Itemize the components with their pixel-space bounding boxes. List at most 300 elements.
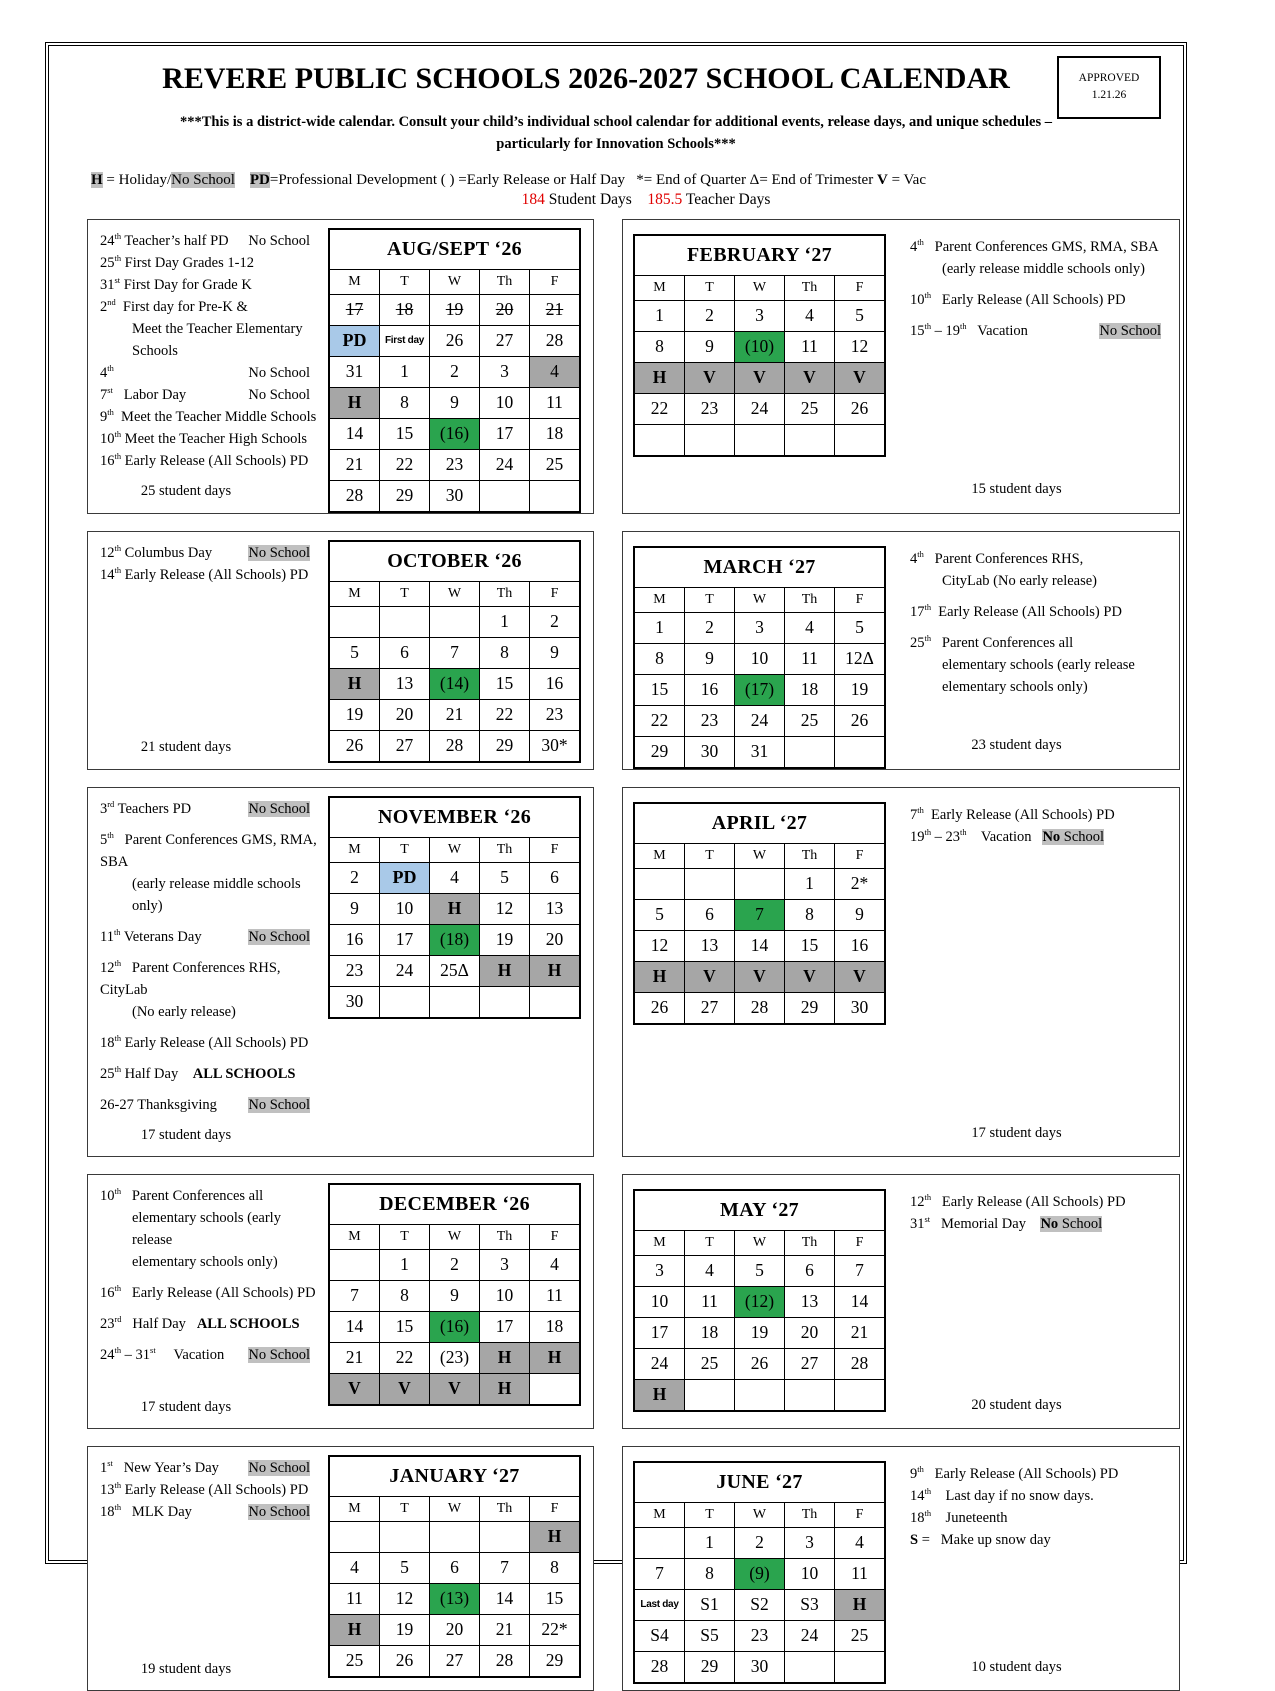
calendar-day-cell: 3 — [634, 1255, 685, 1286]
text-segment: 24 — [100, 1347, 115, 1364]
text-segment: th — [960, 321, 967, 331]
calendar-week-row — [634, 300, 885, 331]
text-segment: 7 — [910, 806, 918, 823]
weekday-header: T — [685, 1230, 735, 1255]
calendar-day-cell: H — [480, 955, 530, 986]
text-segment: st — [114, 275, 121, 285]
text-segment: Early Release (All Schools) PD — [923, 1465, 1119, 1482]
calendar-day-cell: 15 — [634, 674, 685, 705]
text-segment: th — [114, 1346, 122, 1356]
weekday-header: Th — [785, 1502, 835, 1527]
page-title: REVERE PUBLIC SCHOOLS 2026-2027 SCHOOL CALENDAR — [162, 62, 1010, 95]
text-segment: 18 — [100, 1503, 115, 1520]
text-segment: th — [924, 1487, 932, 1497]
text-segment: 31 — [100, 276, 115, 293]
weekday-row — [329, 837, 580, 862]
text-segment: First Day for Grade K — [120, 276, 252, 293]
calendar-day-cell — [835, 1651, 886, 1683]
weekday-header: Th — [480, 1496, 530, 1521]
calendar-week-row — [329, 387, 580, 418]
month-title: JANUARY ‘27 — [329, 1456, 580, 1497]
note-line — [910, 1507, 1169, 1529]
text-segment: 4 — [100, 364, 108, 381]
notes-column — [894, 1447, 1179, 1690]
calendar-row — [87, 1446, 1180, 1691]
text-segment: 2 — [100, 298, 108, 315]
calendar-week-row — [329, 1249, 580, 1280]
weekday-header: T — [685, 843, 735, 868]
month-title-row — [634, 1462, 885, 1503]
text-segment: 5 — [100, 831, 108, 848]
text-segment: = Vac — [887, 171, 926, 188]
calendar-day-cell: 29 — [685, 1651, 735, 1683]
calendar-week-row — [634, 868, 885, 899]
text-segment: Meet the Teacher Elementary Schools — [132, 320, 307, 359]
calendar-day-cell: S1 — [685, 1589, 735, 1620]
calendar-day-cell — [785, 1379, 835, 1411]
text-segment: th — [924, 290, 932, 300]
text-segment: 18 — [910, 1509, 925, 1526]
calendar-day-cell: 19 — [329, 699, 380, 730]
text-segment: th — [924, 1193, 932, 1203]
note-text — [132, 1001, 236, 1023]
calendar-row — [87, 219, 1180, 514]
text-segment: th — [107, 363, 114, 373]
note-text — [132, 1207, 318, 1251]
calendar-day-cell: 19 — [430, 294, 480, 325]
calendar-week-row — [634, 992, 885, 1024]
month-title: OCTOBER ‘26 — [329, 541, 580, 582]
calendar-day-cell: 8 — [634, 643, 685, 674]
weekday-header: Th — [480, 837, 530, 862]
calendar-day-cell: 7 — [634, 1558, 685, 1589]
calendar-day-cell — [634, 1527, 685, 1558]
note-text — [910, 1191, 1126, 1213]
notes-column — [88, 532, 324, 769]
text-segment: No School — [248, 386, 310, 403]
calendar-day-cell — [785, 736, 835, 768]
notes-column — [894, 788, 1179, 1156]
calendar-day-cell: 13 — [380, 668, 430, 699]
weekday-header: W — [735, 843, 785, 868]
month-title-row — [329, 229, 580, 270]
calendar-day-cell: 11 — [685, 1286, 735, 1317]
weekday-header: Th — [480, 269, 530, 294]
calendar-week-row — [329, 1583, 580, 1614]
text-segment: Early Release (All Schools) PD — [121, 1481, 309, 1498]
text-segment: First day for Pre-K & — [115, 298, 248, 315]
calendar-week-row — [634, 424, 885, 456]
weekday-header: Th — [785, 1230, 835, 1255]
calendar-week-row — [329, 1311, 580, 1342]
weekday-header: W — [735, 275, 785, 300]
weekday-header: Th — [785, 587, 835, 612]
calendar-day-cell: 5 — [329, 637, 380, 668]
calendar-day-cell: H — [430, 893, 480, 924]
note-tag — [248, 230, 318, 252]
text-segment: st — [107, 1459, 113, 1469]
calendar-day-cell: 16 — [685, 674, 735, 705]
month-title: MARCH ‘27 — [634, 547, 885, 588]
note-line — [100, 564, 318, 586]
text-segment: th — [924, 827, 932, 837]
note-text — [100, 957, 318, 1001]
no-school-highlight: No School — [248, 1503, 310, 1520]
text-segment: 19 — [910, 828, 925, 845]
calendar-day-cell: (12) — [735, 1286, 785, 1317]
weekday-row — [329, 1224, 580, 1249]
calendar-day-cell: 15 — [380, 1311, 430, 1342]
no-school-highlight: No School — [248, 544, 310, 561]
calendar-day-cell: 8 — [634, 331, 685, 362]
note-text — [910, 289, 1126, 311]
calendar-day-cell: 3 — [480, 1249, 530, 1280]
calendar-row — [87, 531, 1180, 770]
calendar-day-cell: 1 — [634, 612, 685, 643]
note-text — [910, 601, 1122, 623]
note-text — [910, 236, 1159, 258]
calendar-row — [87, 787, 1180, 1157]
note-line — [100, 829, 321, 873]
weekday-header: M — [329, 1224, 380, 1249]
calendar-day-cell: 1 — [785, 868, 835, 899]
weekday-header: M — [634, 275, 685, 300]
note-text — [100, 230, 229, 252]
text-segment: Early Release (All Schools) PD — [931, 291, 1126, 308]
text-segment: 26-27 Thanksgiving — [100, 1096, 217, 1113]
note-tag — [248, 384, 318, 406]
calendar-day-cell: 28 — [329, 480, 380, 512]
text-segment: 12 — [910, 1193, 925, 1210]
month-section — [622, 787, 1180, 1157]
weekday-header: M — [329, 837, 380, 862]
note-tag — [248, 1094, 318, 1116]
calendar-week-row — [634, 612, 885, 643]
calendar-day-cell: 15 — [380, 418, 430, 449]
note-text — [942, 570, 1097, 592]
calendar-week-row — [329, 1373, 580, 1405]
note-line — [910, 676, 1169, 698]
text-segment: 11 — [100, 928, 114, 945]
no-school-highlight: No School — [248, 1096, 310, 1113]
calendar-day-cell: H — [329, 387, 380, 418]
month-title: MAY ‘27 — [634, 1190, 885, 1231]
note-line — [100, 384, 318, 406]
calendar-day-cell: V — [835, 362, 886, 393]
note-tag — [248, 1457, 318, 1479]
note-text — [100, 542, 212, 564]
calendar-day-cell: 14 — [835, 1286, 886, 1317]
text-segment — [235, 172, 250, 188]
text-segment: Early Release (All Schools) PD — [121, 452, 309, 469]
calendar-day-cell: (23) — [430, 1342, 480, 1373]
note-line — [910, 258, 1169, 280]
calendar-day-cell — [835, 424, 886, 456]
month-section — [87, 1174, 594, 1429]
text-segment: th — [107, 407, 114, 417]
text-segment: th — [917, 1465, 924, 1475]
text-segment: nd — [107, 297, 116, 307]
calendar-day-cell: 12Δ — [835, 643, 886, 674]
calendar-day-cell: 4 — [329, 1552, 380, 1583]
calendar-day-cell: 7 — [480, 1552, 530, 1583]
note-line — [100, 230, 318, 252]
text-segment: 16 — [100, 452, 115, 469]
calendar-day-cell: 5 — [634, 899, 685, 930]
approved-date: 1.21.26 — [1091, 89, 1127, 102]
weekday-header: W — [430, 837, 480, 862]
month-title: JUNE ‘27 — [634, 1462, 885, 1503]
note-text — [910, 1529, 1051, 1551]
calendar-day-cell: Last day — [634, 1589, 685, 1620]
calendar-day-cell — [530, 986, 581, 1018]
text-segment: New Year’s Day — [112, 1459, 219, 1476]
note-text — [910, 826, 1104, 848]
note-text — [100, 274, 252, 296]
month-calendar — [328, 228, 581, 513]
calendar-day-cell: 20 — [785, 1317, 835, 1348]
calendar-day-cell: 29 — [480, 730, 530, 762]
weekday-header: M — [329, 269, 380, 294]
calendar-day-cell: 10 — [380, 893, 430, 924]
text-segment: 12 — [100, 544, 115, 561]
calendar-day-cell: 1 — [380, 356, 430, 387]
calendar-day-cell — [785, 1651, 835, 1683]
text-segment: 15 — [910, 322, 925, 339]
calendar-day-cell: 26 — [735, 1348, 785, 1379]
calendar-day-cell: H — [329, 1614, 380, 1645]
calendar-day-cell: 18 — [530, 1311, 581, 1342]
text-segment: th — [114, 1033, 122, 1043]
calendar-day-cell: 26 — [634, 992, 685, 1024]
calendar-day-cell: 30 — [835, 992, 886, 1024]
note-text — [100, 1094, 217, 1116]
calendar-day-cell: 5 — [735, 1255, 785, 1286]
calendar-day-cell: 25 — [685, 1348, 735, 1379]
calendar-day-cell: H — [329, 668, 380, 699]
calendar-day-cell: 30 — [735, 1651, 785, 1683]
calendar-day-cell: 6 — [530, 862, 581, 893]
month-title: FEBRUARY ‘27 — [634, 235, 885, 276]
calendar-day-cell — [380, 1521, 430, 1552]
calendar-day-cell — [735, 424, 785, 456]
calendar-day-cell: V — [329, 1373, 380, 1405]
calendar-day-cell: 20 — [480, 294, 530, 325]
calendar-day-cell: (18) — [430, 924, 480, 955]
text-segment: 14 — [100, 566, 115, 583]
note-line — [100, 1094, 318, 1116]
note-line — [100, 542, 318, 564]
text-segment: 7 — [100, 386, 108, 403]
weekday-header: W — [735, 1230, 785, 1255]
calendar-week-row — [329, 1614, 580, 1645]
calendar-day-cell — [329, 1249, 380, 1280]
text-segment: th — [917, 549, 924, 559]
calendar-day-cell — [835, 1379, 886, 1411]
calendar-day-cell: (13) — [430, 1583, 480, 1614]
calendar-row — [87, 1174, 1180, 1429]
note-text — [100, 1457, 219, 1479]
calendar-day-cell: 12 — [480, 893, 530, 924]
text-segment: th — [917, 237, 924, 247]
note-line — [910, 632, 1169, 654]
weekday-header: Th — [480, 1224, 530, 1249]
month-calendar — [633, 1461, 886, 1684]
text-segment: – 23 — [931, 828, 961, 845]
calendar-day-cell: 19 — [835, 674, 886, 705]
calendar-day-cell: V — [835, 961, 886, 992]
text-segment: Early Release (All Schools) PD — [931, 1193, 1126, 1210]
text-segment: 4 — [910, 238, 918, 255]
approved-label: APPROVED — [1078, 72, 1140, 84]
text-segment: (early release middle schools only) — [132, 875, 305, 914]
text-segment: No School — [248, 364, 310, 381]
note-tag — [248, 362, 318, 384]
text-segment: th — [114, 1187, 122, 1197]
calendar-day-cell: 1 — [685, 1527, 735, 1558]
note-text — [942, 654, 1135, 676]
calendar-week-row — [634, 705, 885, 736]
weekday-header: T — [380, 1496, 430, 1521]
note-text — [100, 1282, 316, 1304]
text-segment: Parent Conferences all — [931, 634, 1074, 651]
text-segment: Columbus Day — [121, 544, 213, 561]
weekday-header: T — [685, 275, 735, 300]
calendar-day-cell: 11 — [785, 331, 835, 362]
notes-column — [88, 788, 324, 1156]
calendar-day-cell: 6 — [785, 1255, 835, 1286]
calendar-day-cell: 19 — [380, 1614, 430, 1645]
calendar-day-cell: 17 — [329, 294, 380, 325]
calendar-week-row — [634, 899, 885, 930]
calendar-day-cell — [329, 606, 380, 637]
calendar-day-cell: 2 — [735, 1527, 785, 1558]
no-school-highlight: H — [91, 171, 103, 188]
calendar-day-cell: 15 — [785, 930, 835, 961]
text-segment: 9 — [100, 408, 108, 425]
weekday-header: F — [835, 275, 886, 300]
notes-column — [894, 532, 1179, 769]
calendar-day-cell: 13 — [530, 893, 581, 924]
month-calendar — [633, 1189, 886, 1412]
text-segment: 184 — [521, 190, 545, 208]
note-line — [100, 450, 318, 472]
calendar-day-cell: 28 — [430, 730, 480, 762]
note-text — [100, 926, 202, 948]
calendar-week-row — [634, 930, 885, 961]
calendar-week-row — [329, 606, 580, 637]
note-text — [100, 1344, 224, 1366]
calendar-day-cell: (17) — [735, 674, 785, 705]
calendar-week-row — [634, 1651, 885, 1683]
text-segment: Meet the Teacher High Schools — [121, 430, 308, 447]
note-line — [910, 1485, 1169, 1507]
calendar-day-cell: PD — [380, 862, 430, 893]
note-text — [100, 450, 308, 472]
calendar-day-cell: 2 — [685, 300, 735, 331]
calendar-day-cell: (14) — [430, 668, 480, 699]
month-title-row — [634, 547, 885, 588]
weekday-header: T — [380, 837, 430, 862]
calendar-day-cell: 26 — [329, 730, 380, 762]
note-text — [100, 829, 321, 873]
text-segment: elementary schools (early release — [942, 656, 1135, 673]
month-section — [622, 531, 1180, 770]
month-section — [87, 219, 594, 514]
month-title: AUG/SEPT ‘26 — [329, 229, 580, 270]
weekday-header: F — [835, 843, 886, 868]
calendar-day-cell: 6 — [685, 899, 735, 930]
calendar-week-row — [329, 862, 580, 893]
calendar-day-cell: 11 — [785, 643, 835, 674]
text-segment: Teachers PD — [114, 800, 192, 817]
calendar-day-cell: 21 — [430, 699, 480, 730]
note-tag — [1099, 320, 1169, 342]
text-segment: Veterans Day — [120, 928, 202, 945]
calendar-day-cell — [430, 1521, 480, 1552]
note-text — [910, 1485, 1094, 1507]
notes-column — [894, 1175, 1179, 1428]
calendar-day-cell — [685, 424, 735, 456]
calendar-day-cell: (9) — [735, 1558, 785, 1589]
calendar-day-cell: 4 — [685, 1255, 735, 1286]
calendar-day-cell: 15 — [530, 1583, 581, 1614]
note-text — [910, 1213, 1102, 1235]
weekday-header: F — [835, 1230, 886, 1255]
calendar-day-cell: 30* — [530, 730, 581, 762]
month-section — [87, 787, 594, 1157]
note-text — [100, 1063, 295, 1085]
calendar-week-row — [634, 1620, 885, 1651]
calendar-day-cell: 4 — [530, 1249, 581, 1280]
student-days-count: 21 student days — [140, 739, 232, 756]
weekday-header: M — [329, 581, 380, 606]
calendar-day-cell: V — [785, 961, 835, 992]
note-line — [100, 1063, 318, 1085]
text-segment: 3 — [100, 800, 108, 817]
calendar-day-cell: 22 — [380, 1342, 430, 1373]
month-title: NOVEMBER ‘26 — [329, 797, 580, 838]
text-segment: st — [150, 1346, 156, 1356]
calendar-day-cell: 16 — [530, 668, 581, 699]
calendar-day-cell: 9 — [430, 1280, 480, 1311]
no-school-highlight: No School — [1099, 322, 1161, 339]
text-segment: th — [917, 805, 924, 815]
text-segment: rd — [114, 1315, 122, 1325]
text-segment: = Make up snow day — [918, 1532, 1051, 1548]
student-days-count: 10 student days — [971, 1658, 1062, 1675]
calendar-day-cell: 4 — [430, 862, 480, 893]
text-segment: th — [924, 1509, 932, 1519]
text-segment: S — [910, 1532, 919, 1548]
note-line — [100, 1251, 318, 1273]
calendar-day-cell — [685, 868, 735, 899]
calendar-week-row — [329, 449, 580, 480]
calendar-day-cell: 10 — [785, 1558, 835, 1589]
weekday-header: T — [380, 581, 430, 606]
calendar-day-cell: H — [835, 1589, 886, 1620]
text-segment: th — [107, 830, 114, 840]
month-calendar — [328, 1455, 581, 1678]
calendar-day-cell: 1 — [634, 300, 685, 331]
calendar-day-cell: 8 — [685, 1558, 735, 1589]
text-segment: th — [114, 231, 122, 241]
note-text — [100, 428, 307, 450]
text-segment: Parent Conferences GMS, RMA, SBA — [100, 831, 321, 870]
text-segment: CityLab (No early release) — [942, 572, 1097, 589]
notes-column — [88, 1447, 324, 1690]
calendar-week-row — [329, 924, 580, 955]
